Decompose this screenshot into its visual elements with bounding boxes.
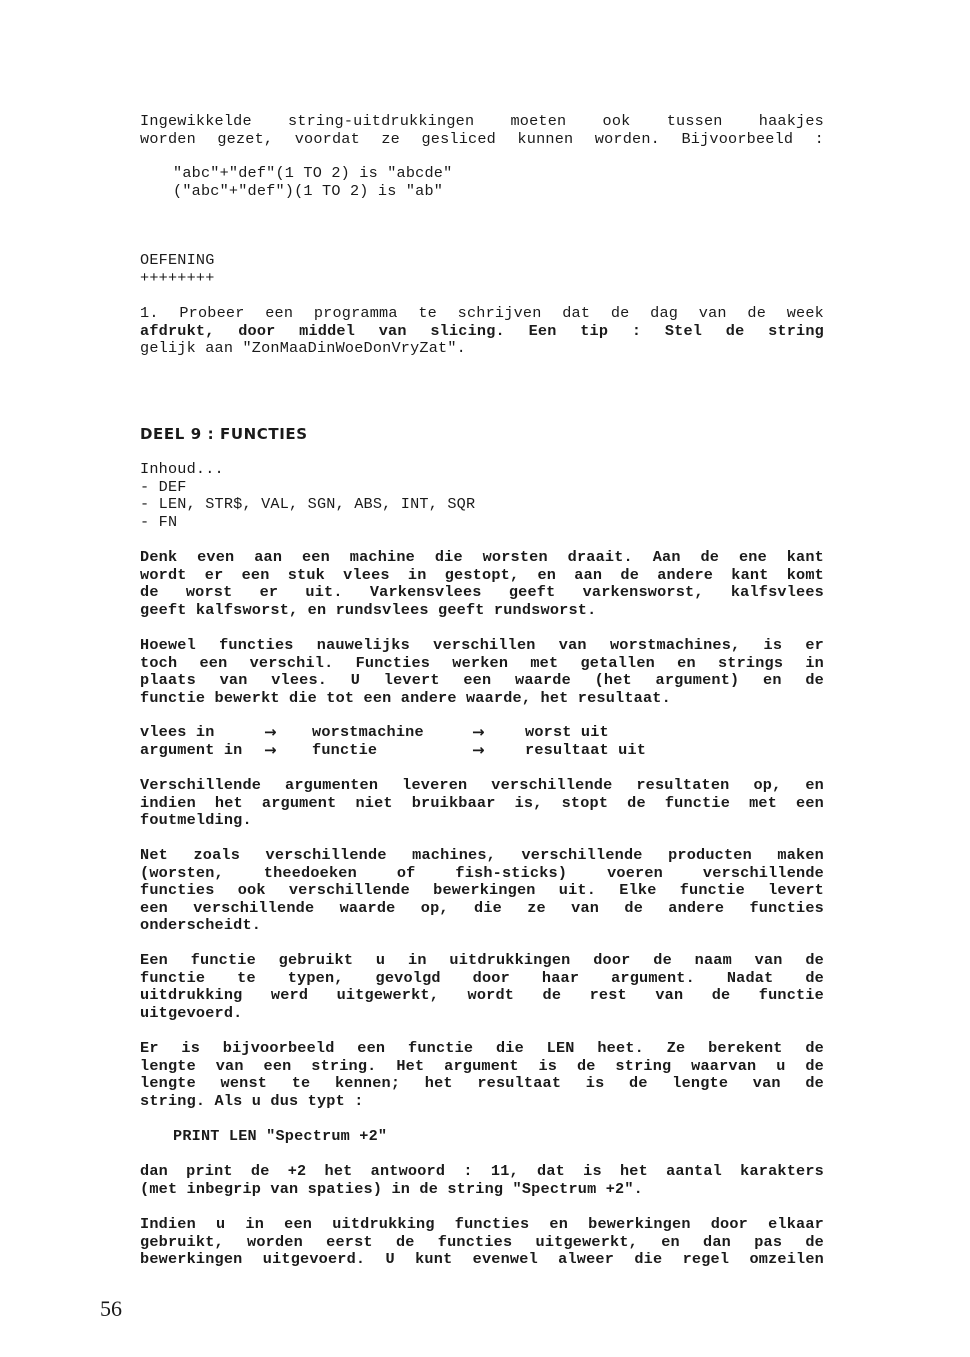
arrow-icon: → (472, 723, 485, 741)
text-line: wordt er een stuk vlees in gestopt, en aan de andere kant komt (140, 565, 824, 584)
arrow-icon: → (264, 723, 277, 741)
code-example: ("abc"+"def")(1 TO 2) is "ab" (173, 181, 444, 200)
paragraph-2 (140, 637, 824, 707)
text-line: afdrukt, door middel van slicing. Een tip : Stel de string (140, 321, 824, 340)
text-line: (worsten, theedoeken of fish-sticks) voeren verschillende (140, 863, 824, 882)
paragraph-5 (140, 952, 824, 1022)
paragraph-7 (140, 1163, 824, 1198)
text-line: plaats van vlees. U levert een waarde (het argument) en de (140, 671, 824, 689)
text-line: Een functie gebruikt u in uitdrukkingen door de naam van de (140, 951, 824, 969)
paragraph-3 (140, 777, 824, 830)
page-number: 56 (100, 1296, 122, 1321)
contents-item: - LEN, STR$, VAL, SGN, ABS, INT, SQR (140, 495, 476, 513)
text-line: dan print de +2 het antwoord : 11, dat is het aantal karakters (140, 1162, 824, 1180)
contents-item: - FN (140, 512, 178, 531)
diagram-input: vlees in (140, 723, 215, 741)
exercise-text (140, 305, 824, 358)
text-line: functie te typen, gevolgd door haar argument. Nadat de (140, 968, 824, 987)
text-line: Denk even aan een machine die worsten draait. Aan de ene kant (140, 548, 824, 566)
text-line: indien het argument niet bruikbaar is, stopt de functie met een (140, 793, 824, 812)
text-line: functies ook verschillende bewerkingen uit. Elke functie levert (140, 881, 824, 899)
diagram-row (140, 742, 824, 760)
contents-item: - DEF (140, 477, 187, 496)
text-line: Hoewel functies nauwelijks verschillen van worstmachines, is er (140, 636, 824, 654)
diagram-row (140, 724, 824, 742)
text-line: toch een verschil. Functies werken met getallen en strings in (140, 653, 824, 672)
text-line: Indien u in een uitdrukking functies en bewerkingen door elkaar (140, 1215, 824, 1233)
function-diagram (140, 724, 824, 759)
arrow-icon: → (472, 740, 485, 759)
diagram-input: argument in (140, 740, 243, 759)
text-line: gebruikt, worden eerst de functies uitgewerkt, en dan pas de (140, 1232, 824, 1251)
exercise-title: OEFENING (140, 251, 215, 269)
paragraph-4 (140, 847, 824, 935)
text-line: de worst er uit. Varkensvlees geeft varkensworst, kalfsvlees (140, 583, 824, 601)
intro-paragraph (140, 113, 824, 148)
exercise-underline: ++++++++ (140, 268, 215, 287)
contents-list (140, 461, 824, 531)
text-line: een verschillende waarde op, die ze van de andere functies (140, 898, 824, 917)
paragraph-8 (140, 1216, 824, 1269)
text-line: bewerkingen uitgevoerd. U kunt evenwel alweer die regel omzeilen (140, 1250, 824, 1268)
text-line: Verschillende argumenten leveren verschillende resultaten op, en (140, 776, 824, 794)
code-example: "abc"+"def"(1 TO 2) is "abcde" (173, 164, 453, 182)
paragraph-1 (140, 549, 824, 619)
text-line: string. Als u dus typt : (140, 1091, 364, 1110)
text-line: uitdrukking werd uitgewerkt, wordt de rest van de functie (140, 986, 824, 1004)
text-line: lengte wenst te kennen; het resultaat is de lengte van de (140, 1074, 824, 1092)
diagram-output: worst uit (525, 723, 609, 741)
text-line: functie bewerkt die tot een andere waarde, het resultaat. (140, 688, 671, 707)
paragraph-6 (140, 1040, 824, 1110)
contents-title: Inhoud... (140, 460, 224, 478)
text-line: foutmelding. (140, 811, 252, 829)
section-heading: DEEL 9 : FUNCTIES (140, 425, 308, 443)
diagram-output: resultaat uit (525, 740, 647, 759)
intro-examples (173, 165, 773, 200)
code-line (173, 1128, 673, 1146)
text-line: Net zoals verschillende machines, verschillende producten maken (140, 846, 824, 864)
text-line: (met inbegrip van spaties) in de string "Spectrum +2". (140, 1179, 643, 1198)
text-line: gelijk aan "ZonMaaDinWoeDonVryZat". (140, 339, 466, 357)
code-example: PRINT LEN "Spectrum +2" (173, 1127, 388, 1145)
text-line: onderscheidt. (140, 916, 262, 934)
diagram-machine: functie (312, 740, 378, 759)
text-line: geeft kalfsworst, en rundsvlees geeft rundsworst. (140, 600, 597, 619)
exercise-heading (140, 252, 824, 287)
text-line: Er is bijvoorbeeld een functie die LEN heet. Ze berekent de (140, 1039, 824, 1057)
text-line: 1. Probeer een programma te schrijven dat de dag van de week (140, 304, 824, 322)
diagram-machine: worstmachine (312, 723, 424, 741)
text-line: worden gezet, voordat ze gesliced kunnen worden. Bijvoorbeeld : (140, 129, 824, 148)
text-line: lengte van een string. Het argument is de string waarvan u de (140, 1056, 824, 1075)
text-line: Ingewikkelde string-uitdrukkingen moeten ook tussen haakjes (140, 112, 824, 130)
arrow-icon: → (264, 740, 277, 759)
text-line: uitgevoerd. (140, 1003, 243, 1022)
